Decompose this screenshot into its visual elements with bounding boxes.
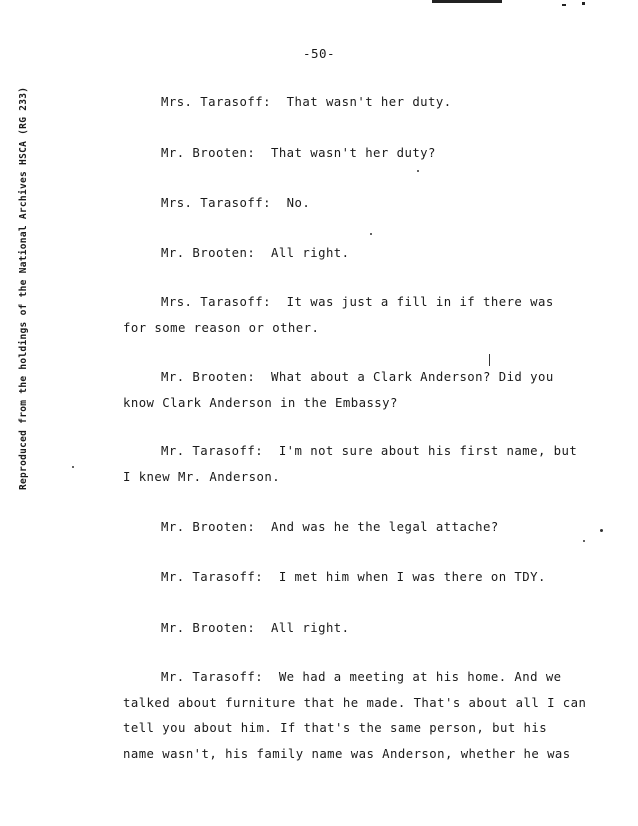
speaker-label: Mr. Brooten: [161, 520, 256, 534]
speech-text: I'm not sure about his first name, but [278, 444, 578, 458]
speech-text: It was just a fill in if there was [286, 295, 554, 309]
scan-speck [370, 233, 372, 235]
speech-continuation: I knew Mr. Anderson. [123, 470, 281, 484]
speech-line [161, 196, 310, 210]
speech-line [161, 621, 350, 635]
speech-text: All right. [270, 246, 350, 260]
speech-text: And was he the legal attache? [270, 520, 499, 534]
speech-line [161, 570, 546, 584]
speaker-label: Mr. Brooten: [161, 621, 256, 635]
scan-speck [583, 540, 585, 542]
speech-line [161, 520, 499, 534]
speech-text: We had a meeting at his home. And we [278, 670, 562, 684]
speech-text: No. [286, 196, 311, 210]
speaker-label: Mr. Brooten: [161, 146, 256, 160]
speaker-label: Mrs. Tarasoff: [161, 95, 271, 109]
speech-continuation: tell you about him. If that's the same person, but his [123, 721, 548, 735]
speech-continuation: talked about furniture that he made. That's about all I can [123, 696, 587, 710]
scan-artifact-top-dot [582, 2, 585, 5]
speech-line [161, 670, 562, 684]
speaker-label: Mr. Tarasoff: [161, 444, 264, 458]
speech-text: That wasn't her duty? [270, 146, 436, 160]
speech-line [161, 444, 577, 458]
speech-line [161, 146, 436, 160]
speech-continuation: for some reason or other. [123, 321, 320, 335]
scan-speck [600, 529, 603, 532]
scan-speck [489, 354, 490, 366]
speech-text: I met him when I was there on TDY. [278, 570, 546, 584]
speaker-label: Mr. Brooten: [161, 246, 256, 260]
scan-artifact-top-dot [562, 4, 566, 6]
speech-continuation: know Clark Anderson in the Embassy? [123, 396, 398, 410]
speaker-label: Mr. Brooten: [161, 370, 256, 384]
page-number: -50- [302, 46, 336, 61]
archives-stamp: Reproduced from the holdings of the National Archives HSCA (RG 233) [18, 86, 29, 490]
speaker-label: Mrs. Tarasoff: [161, 295, 271, 309]
speech-text: What about a Clark Anderson? Did you [270, 370, 554, 384]
speaker-label: Mrs. Tarasoff: [161, 196, 271, 210]
speaker-label: Mr. Tarasoff: [161, 570, 264, 584]
scan-speck [417, 170, 419, 172]
scan-speck [72, 466, 74, 468]
speech-line [161, 246, 350, 260]
speech-line [161, 295, 554, 309]
speech-continuation: name wasn't, his family name was Anderson, whether he was [123, 747, 571, 761]
speaker-label: Mr. Tarasoff: [161, 670, 264, 684]
speech-text: All right. [270, 621, 350, 635]
speech-line [161, 95, 452, 109]
speech-text: That wasn't her duty. [286, 95, 452, 109]
speech-line [161, 370, 554, 384]
scan-artifact-top [432, 0, 502, 3]
